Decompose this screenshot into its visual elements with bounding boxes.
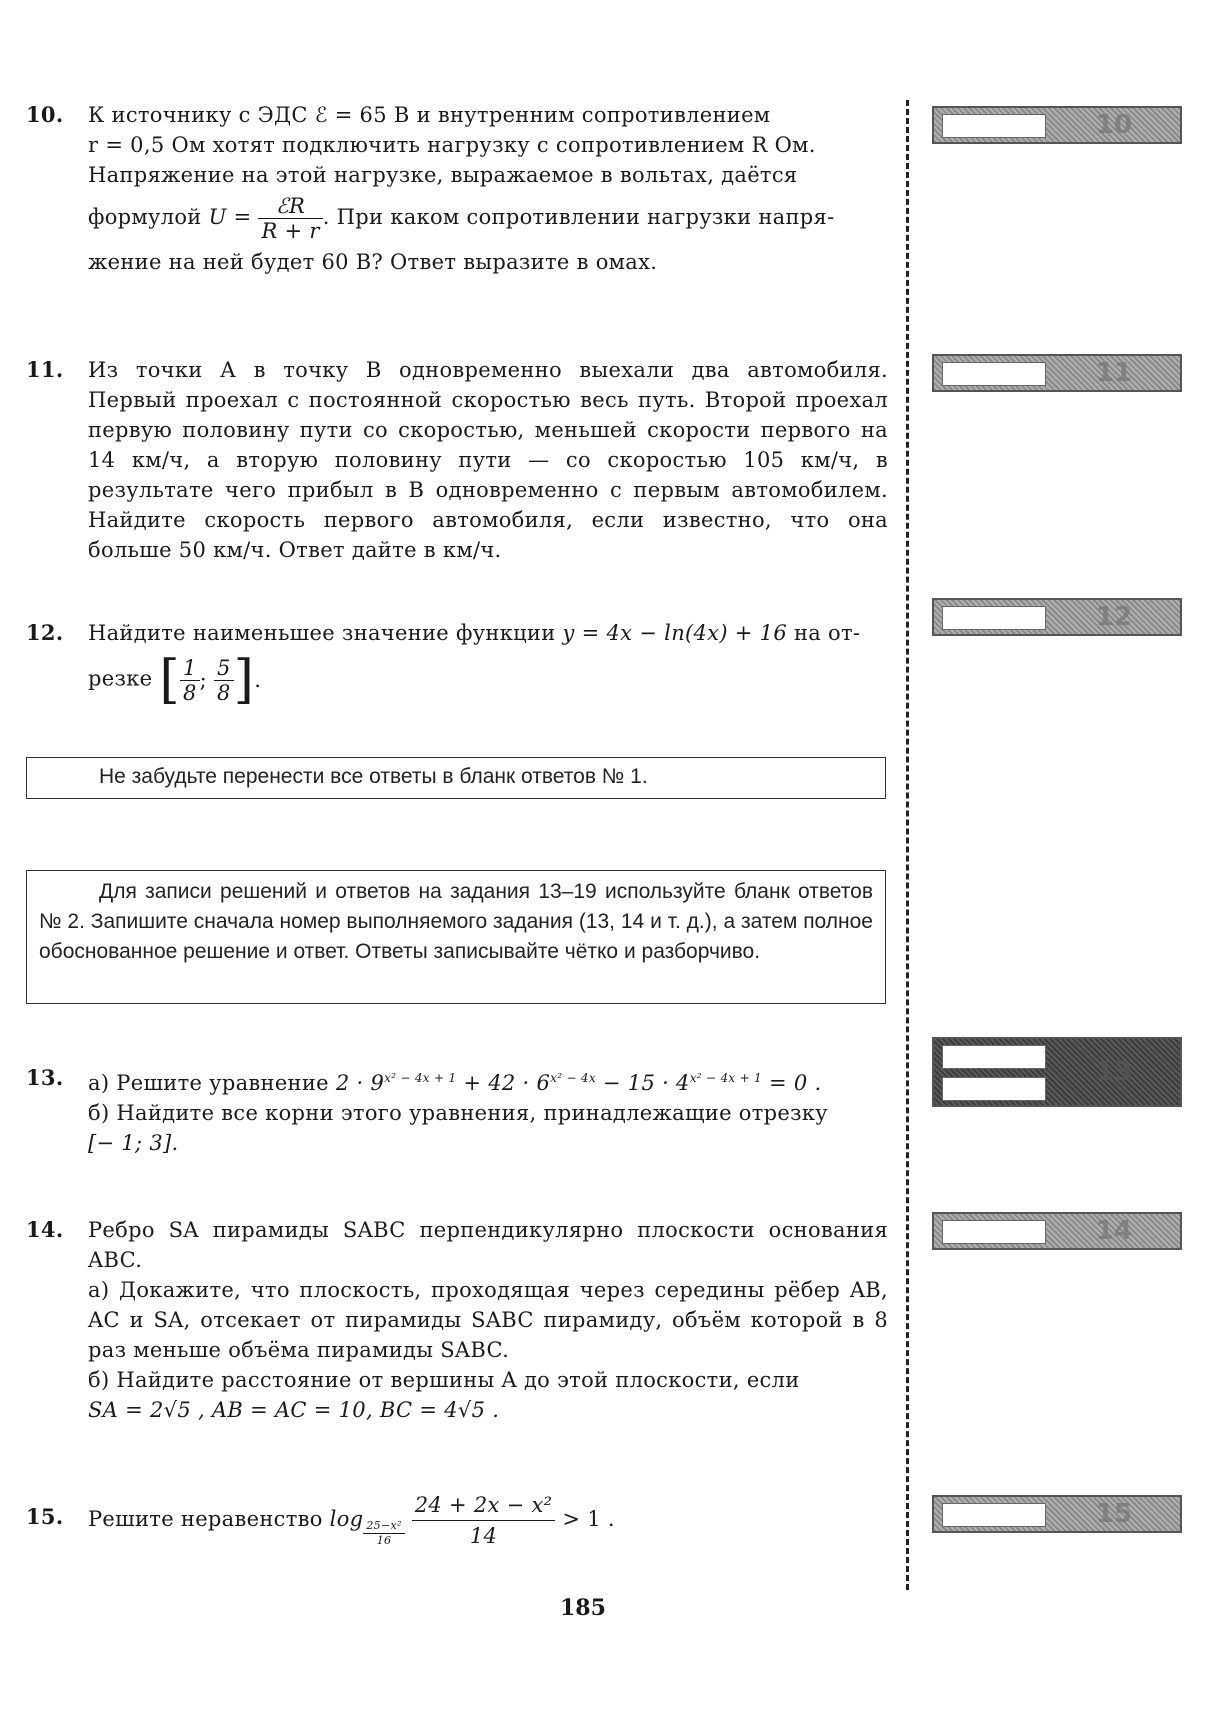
task-number: 10. bbox=[26, 102, 64, 127]
task-12 bbox=[26, 618, 888, 710]
eq-term-3: − 15 · 4 bbox=[602, 1071, 690, 1095]
task-11-text: Из точки А в точку В одновременно выехали два автомобиля. Первый проехал с постоянной скоростью весь путь. Второй проехал первую половину пути со скоростью, меньшей скорости первого на 14 км/ч, а вторую половину пути — со скоростью 105 км/ч, в результате чего прибыл в В одновременно с первым автомобилем. Найдите скорость первого автомобиля, если известно, что она больше 50 км/ч. Ответ дайте в км/ч. bbox=[88, 358, 888, 562]
answer-box-label: 13 bbox=[1095, 1057, 1133, 1087]
task-13 bbox=[26, 1063, 888, 1158]
log-arg-den: 14 bbox=[469, 1524, 498, 1548]
interval-end bbox=[214, 656, 234, 705]
task-12-text-a: Найдите наименьшее значение функции bbox=[88, 621, 556, 645]
equation bbox=[336, 1071, 822, 1095]
interval-start-num: 1 bbox=[180, 656, 200, 681]
answer-cell[interactable] bbox=[942, 1045, 1046, 1069]
formula-denominator: R + r bbox=[261, 219, 320, 243]
task-number: 14. bbox=[26, 1217, 64, 1242]
task-14-p1: Ребро SA пирамиды SABC перпендикулярно плоскости основания ABC. bbox=[88, 1218, 888, 1272]
eq-exp-2: x² − 4x bbox=[550, 1071, 596, 1085]
function-expression: y = 4x − ln(4x) + 16 bbox=[562, 621, 787, 645]
task-number: 13. bbox=[26, 1065, 64, 1090]
answer-box-11[interactable] bbox=[932, 354, 1182, 392]
task-number: 11. bbox=[26, 357, 64, 382]
formula-numerator: ℰR bbox=[258, 194, 322, 219]
interval-end-num: 5 bbox=[214, 656, 234, 681]
answer-cell[interactable] bbox=[942, 114, 1046, 138]
interval-start bbox=[180, 656, 200, 705]
answer-cell[interactable] bbox=[942, 1077, 1046, 1101]
cut-line bbox=[906, 100, 909, 1590]
eq-term-2: + 42 · 6 bbox=[463, 1071, 551, 1095]
eq-exp-3: x² − 4x + 1 bbox=[689, 1071, 762, 1085]
answer-box-10[interactable] bbox=[932, 106, 1182, 144]
task-15-label: Решите неравенство bbox=[88, 1507, 323, 1531]
answer-box-15[interactable] bbox=[932, 1495, 1182, 1533]
task-10-line-5: жение на ней будет 60 В? Ответ выразите в омах. bbox=[88, 250, 658, 274]
interval-start-den: 8 bbox=[182, 680, 197, 705]
task-10-line-3: Напряжение на этой нагрузке, выражаемое в вольтах, даётся bbox=[88, 163, 798, 187]
eq-term-1: 2 · 9 bbox=[335, 1071, 385, 1095]
transfer-notice bbox=[26, 757, 886, 799]
answer-cell[interactable] bbox=[942, 606, 1046, 630]
answer-cell[interactable] bbox=[942, 1220, 1046, 1244]
answer-box-label: 15 bbox=[1095, 1499, 1133, 1529]
task-10-line-4a: формулой bbox=[88, 205, 202, 229]
log-arg-num: 24 + 2x − x² bbox=[412, 1490, 556, 1521]
task-12-segment-label: резке bbox=[88, 666, 153, 691]
task-13-a-label: а) Решите уравнение bbox=[88, 1071, 329, 1095]
task-12-text-b: на от- bbox=[793, 621, 861, 645]
answer-cell[interactable] bbox=[942, 362, 1046, 386]
answer-box-label: 11 bbox=[1095, 358, 1133, 388]
instructions-text: Для записи решений и ответов на задания 13–19 используйте бланк ответов № 2. Запишите сначала номер выполняемого задания (13, 14 и т. д.), а затем полное обоснованное решение и ответ. Ответы записывайте чётко и разборчиво. bbox=[39, 880, 873, 963]
log-base-num: 25−x² bbox=[363, 1519, 404, 1534]
formula-fraction bbox=[258, 194, 322, 243]
task-10-line-2: r = 0,5 Ом хотят подключить нагрузку с сопротивлением R Ом. bbox=[88, 133, 816, 157]
task-number: 15. bbox=[26, 1504, 64, 1529]
log-base-den: 16 bbox=[376, 1534, 392, 1547]
answer-box-13[interactable] bbox=[932, 1037, 1182, 1107]
page-number: 185 bbox=[560, 1595, 606, 1621]
task-14-p4: SA = 2√5 , AB = AC = 10, BC = 4√5 . bbox=[88, 1398, 500, 1422]
transfer-notice-text: Не забудьте перенести все ответы в бланк ответов № 1. bbox=[99, 765, 648, 788]
instructions-notice bbox=[26, 870, 886, 1004]
answer-box-label: 10 bbox=[1095, 110, 1133, 140]
eq-end: = 0 . bbox=[768, 1071, 822, 1095]
inequality-rhs: > 1 . bbox=[562, 1507, 615, 1531]
task-14-p3: б) Найдите расстояние от вершины A до этой плоскости, если bbox=[88, 1368, 800, 1392]
task-10-line-1: К источнику с ЭДС ℰ = 65 В и внутренним сопротивлением bbox=[88, 103, 771, 127]
interval-end-den: 8 bbox=[217, 680, 231, 705]
answer-cell[interactable] bbox=[942, 1503, 1046, 1527]
task-15 bbox=[26, 1490, 888, 1551]
task-number: 12. bbox=[26, 620, 64, 645]
log-symbol: log bbox=[329, 1507, 364, 1531]
answer-box-label: 14 bbox=[1095, 1216, 1133, 1246]
task-10-line-4b: . При каком сопротивлении нагрузки напря- bbox=[322, 205, 835, 229]
task-10 bbox=[26, 100, 888, 277]
answer-box-14[interactable] bbox=[932, 1212, 1182, 1250]
log-base bbox=[363, 1519, 404, 1548]
task-14-p2: а) Докажите, что плоскость, проходящая через середины рёбер AB, AC и SA, отсекает от пирамиды SABC пирамиду, объём которой в 8 раз меньше объёма пирамиды SABC. bbox=[88, 1278, 888, 1362]
task-14 bbox=[26, 1215, 888, 1425]
formula-lhs: U = bbox=[208, 205, 252, 229]
task-13-interval: [− 1; 3]. bbox=[88, 1131, 179, 1155]
log-argument bbox=[412, 1490, 556, 1551]
segment-interval: [ $\frac{1}{8}$ ; $\frac{5}{8}$ ] . bbox=[159, 650, 262, 710]
task-11 bbox=[26, 355, 888, 565]
task-13-b-text: б) Найдите все корни этого уравнения, принадлежащие отрезку bbox=[88, 1101, 828, 1125]
answer-box-12[interactable] bbox=[932, 598, 1182, 636]
eq-exp-1: x² − 4x + 1 bbox=[384, 1071, 457, 1085]
answer-box-label: 12 bbox=[1095, 602, 1133, 632]
